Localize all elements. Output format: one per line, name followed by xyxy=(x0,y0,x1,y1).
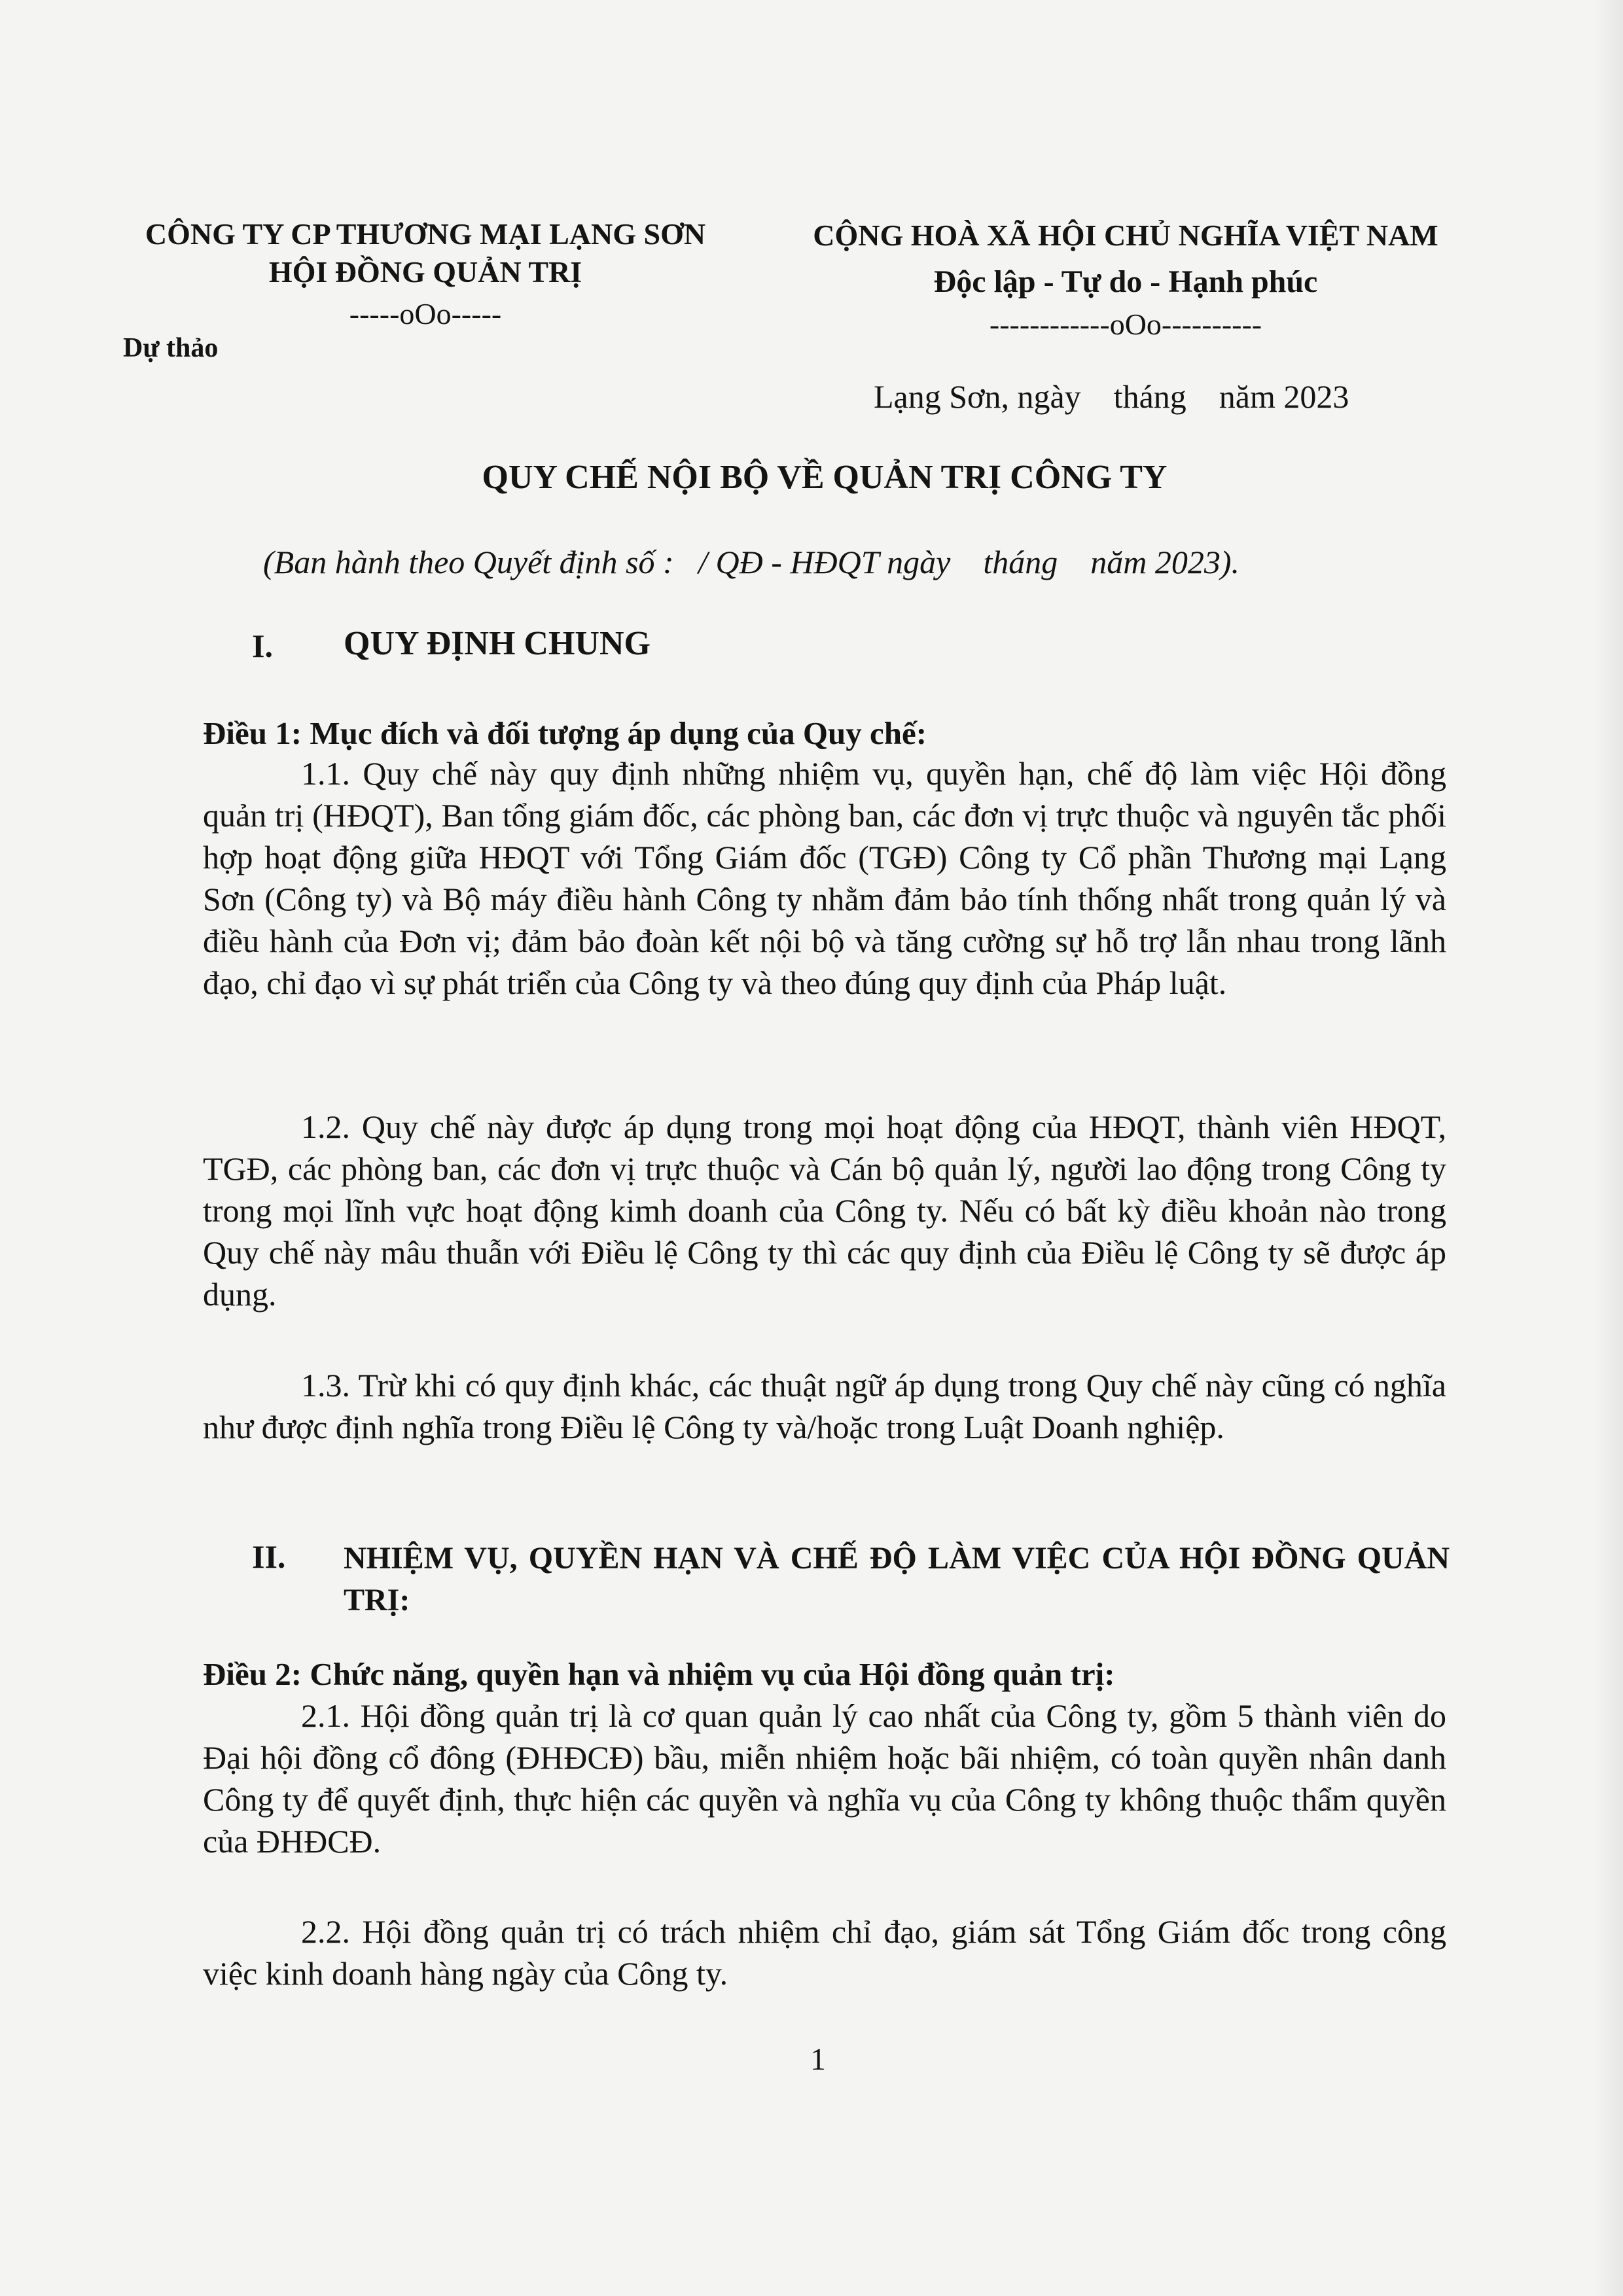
section-1-number: I. xyxy=(252,627,273,664)
article-1-paragraph-2-text: 1.2. Quy chế này được áp dụng trong mọi hoạt động của HĐQT, thành viên HĐQT, TGĐ, các phòng ban, các đơn vị trực thuộc và Cán bộ quản lý, người lao động trong Công ty trong mọi lĩnh vực hoạt động kimh doanh của Công ty. Nếu có bất kỳ điều khoản nào trong Quy chế này mâu thuẫn với Điều lệ Công ty thì các quy định của Điều lệ Công ty sẽ được áp dụng. xyxy=(203,1108,1446,1313)
place-date: Lạng Sơn, ngày tháng năm 2023 xyxy=(874,378,1349,415)
document-title: QUY CHẾ NỘI BỘ VỀ QUẢN TRỊ CÔNG TY xyxy=(482,459,1168,496)
draft-label: Dự thảo xyxy=(123,333,219,363)
article-2-paragraph-2 xyxy=(203,1911,1446,1994)
page-number: 1 xyxy=(810,2042,826,2077)
company-name: CÔNG TY CP THƯƠNG MẠI LẠNG SƠN xyxy=(145,217,706,251)
article-1-heading: Điều 1: Mục đích và đối tượng áp dụng của Quy chế: xyxy=(203,715,927,751)
page-edge-shadow xyxy=(1593,0,1623,2296)
national-motto: Độc lập - Tự do - Hạnh phúc xyxy=(933,264,1318,299)
article-1-paragraph-3 xyxy=(203,1364,1446,1448)
republic-name: CỘNG HOÀ XÃ HỘI CHỦ NGHĨA VIỆT NAM xyxy=(813,219,1438,252)
section-2-title: NHIỆM VỤ, QUYỀN HẠN VÀ CHẾ ĐỘ LÀM VIỆC CỦA HỘI ĐỒNG QUẢN TRỊ: xyxy=(344,1541,1450,1617)
section-1-title: QUY ĐỊNH CHUNG xyxy=(344,625,651,662)
document-subtitle: (Ban hành theo Quyết định số : / QĐ - HĐQT ngày tháng năm 2023). xyxy=(263,544,1240,580)
article-1-paragraph-2 xyxy=(203,1106,1446,1315)
header-separator-right: ------------oOo---------- xyxy=(989,308,1262,341)
article-2-paragraph-2-text: 2.2. Hội đồng quản trị có trách nhiệm chỉ đạo, giám sát Tổng Giám đốc trong công việc kinh doanh hàng ngày của Công ty. xyxy=(203,1913,1446,1992)
article-1-paragraph-3-text: 1.3. Trừ khi có quy định khác, các thuật ngữ áp dụng trong Quy chế này cũng có nghĩa như được định nghĩa trong Điều lệ Công ty và/hoặc trong Luật Doanh nghiệp. xyxy=(203,1367,1446,1445)
header-separator-left: -----oOo----- xyxy=(349,297,502,330)
article-2-paragraph-1 xyxy=(203,1695,1446,1862)
article-1-paragraph-1-text: 1.1. Quy chế này quy định những nhiệm vụ, quyền hạn, chế độ làm việc Hội đồng quản trị (HĐQT), Ban tổng giám đốc, các phòng ban, các đơn vị trực thuộc và nguyên tắc phối hợp hoạt động giữa HĐQT với Tổng Giám đốc (TGĐ) Công ty Cổ phần Thương mại Lạng Sơn (Công ty) và Bộ máy điều hành Công ty nhằm đảm bảo tính thống nhất trong quản lý và điều hành của Đơn vị; đảm bảo đoàn kết nội bộ và tăng cường sự hỗ trợ lẫn nhau trong lãnh đạo, chỉ đạo vì sự phát triển của Công ty và theo đúng quy định của Pháp luật. xyxy=(203,755,1446,1001)
section-2-number: II. xyxy=(252,1538,286,1575)
board-name: HỘI ĐỒNG QUẢN TRỊ xyxy=(268,255,582,289)
article-2-paragraph-1-text: 2.1. Hội đồng quản trị là cơ quan quản lý cao nhất của Công ty, gồm 5 thành viên do Đại hội đồng cổ đông (ĐHĐCĐ) bầu, miễn nhiệm hoặc bãi nhiệm, có toàn quyền nhân danh Công ty để quyết định, thực hiện các quyền và nghĩa vụ của Công ty không thuộc thẩm quyền của ĐHĐCĐ. xyxy=(203,1697,1446,1860)
article-1-paragraph-1 xyxy=(203,752,1446,1004)
article-2-heading: Điều 2: Chức năng, quyền hạn và nhiệm vụ của Hội đồng quản trị: xyxy=(203,1656,1115,1692)
